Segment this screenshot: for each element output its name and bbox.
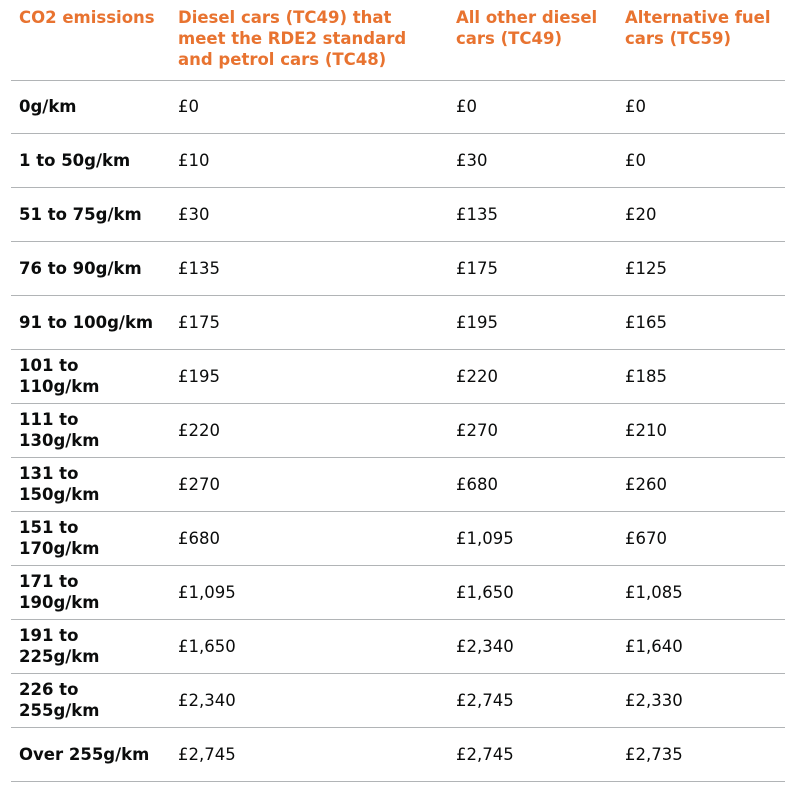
header-alternative-fuel: Alternative fuel cars (TC59) [617, 0, 785, 80]
header-other-diesel: All other diesel cars (TC49) [448, 0, 617, 80]
emissions-band-cell: 101 to 110g/km [11, 349, 170, 403]
table-row [11, 295, 785, 349]
rate-cell: £260 [617, 457, 785, 511]
rate-cell: £1,085 [617, 565, 785, 619]
table-row [11, 565, 785, 619]
rate-cell: £1,640 [617, 619, 785, 673]
rate-cell: £210 [617, 403, 785, 457]
table-row [11, 403, 785, 457]
emissions-band-cell: 226 to 255g/km [11, 673, 170, 727]
rate-cell: £670 [617, 511, 785, 565]
table-row [11, 241, 785, 295]
rate-cell: £680 [170, 511, 448, 565]
rate-cell: £1,095 [448, 511, 617, 565]
emissions-band-cell: 1 to 50g/km [11, 133, 170, 187]
emissions-band-cell: 171 to 190g/km [11, 565, 170, 619]
table-row [11, 133, 785, 187]
rate-cell: £30 [170, 187, 448, 241]
rate-cell: £0 [448, 80, 617, 133]
header-diesel-rde2-petrol: Diesel cars (TC49) that meet the RDE2 standard and petrol cars (TC48) [170, 0, 448, 80]
rate-cell: £2,735 [617, 727, 785, 781]
rate-cell: £185 [617, 349, 785, 403]
table-row [11, 457, 785, 511]
rate-cell: £2,745 [170, 727, 448, 781]
rate-cell: £2,745 [448, 727, 617, 781]
rate-cell: £175 [448, 241, 617, 295]
rate-cell: £0 [170, 80, 448, 133]
rate-cell: £125 [617, 241, 785, 295]
emissions-band-cell: 0g/km [11, 80, 170, 133]
rate-cell: £2,330 [617, 673, 785, 727]
rate-cell: £195 [170, 349, 448, 403]
rate-cell: £20 [617, 187, 785, 241]
rate-cell: £165 [617, 295, 785, 349]
emissions-band-cell: 76 to 90g/km [11, 241, 170, 295]
rate-cell: £0 [617, 80, 785, 133]
emissions-band-cell: 51 to 75g/km [11, 187, 170, 241]
emissions-rate-table [11, 0, 785, 782]
table-row [11, 673, 785, 727]
emissions-band-cell: 191 to 225g/km [11, 619, 170, 673]
emissions-band-cell: 131 to 150g/km [11, 457, 170, 511]
emissions-band-cell: 151 to 170g/km [11, 511, 170, 565]
rate-cell: £680 [448, 457, 617, 511]
table-row [11, 80, 785, 133]
rate-cell: £270 [170, 457, 448, 511]
rate-cell: £270 [448, 403, 617, 457]
emissions-band-cell: Over 255g/km [11, 727, 170, 781]
rate-cell: £175 [170, 295, 448, 349]
header-co2-emissions: CO2 emissions [11, 0, 170, 80]
rate-cell: £1,095 [170, 565, 448, 619]
emissions-band-cell: 111 to 130g/km [11, 403, 170, 457]
rate-cell: £10 [170, 133, 448, 187]
table-header-row [11, 0, 785, 80]
emissions-band-cell: 91 to 100g/km [11, 295, 170, 349]
rate-cell: £1,650 [448, 565, 617, 619]
table-row [11, 727, 785, 781]
rate-cell: £2,340 [448, 619, 617, 673]
table-row [11, 187, 785, 241]
table-row [11, 349, 785, 403]
rate-cell: £1,650 [170, 619, 448, 673]
rate-cell: £2,745 [448, 673, 617, 727]
rate-cell: £30 [448, 133, 617, 187]
rate-cell: £0 [617, 133, 785, 187]
rate-cell: £2,340 [170, 673, 448, 727]
rate-cell: £135 [448, 187, 617, 241]
rate-cell: £195 [448, 295, 617, 349]
rate-cell: £220 [170, 403, 448, 457]
table-row [11, 619, 785, 673]
table-row [11, 511, 785, 565]
rate-cell: £135 [170, 241, 448, 295]
rate-cell: £220 [448, 349, 617, 403]
